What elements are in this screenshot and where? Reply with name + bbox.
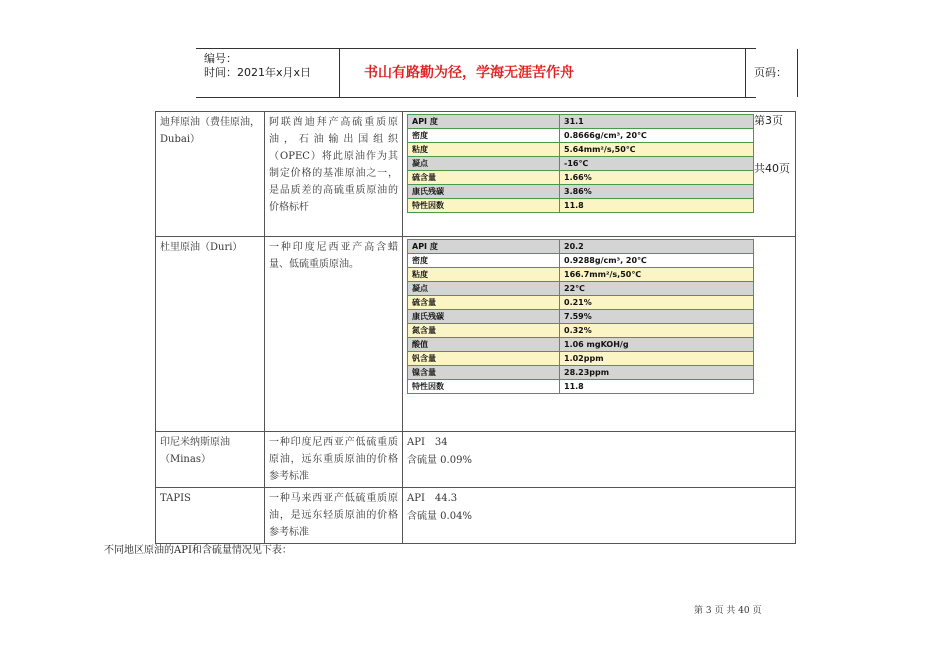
property-value: 1.66% <box>560 171 754 185</box>
crude-properties <box>403 432 796 488</box>
property-row <box>408 338 754 352</box>
header-motto: 书山有路勤为径，学海无涯苦作舟 <box>364 65 574 81</box>
crude-properties <box>403 112 796 237</box>
property-key: 密度 <box>408 129 560 143</box>
page-footer: 第 3 页 共 40 页 <box>694 606 762 616</box>
property-value: 5.64mm²/s,50℃ <box>560 143 754 157</box>
property-key: 酸值 <box>408 338 560 352</box>
table-row <box>156 112 796 237</box>
property-value: 0.9288g/cm³, 20℃ <box>560 254 754 268</box>
property-row <box>408 282 754 296</box>
property-key: 硫含量 <box>408 296 560 310</box>
property-key: 康氏残碳 <box>408 310 560 324</box>
table-row <box>156 488 796 544</box>
property-value: 20.2 <box>560 240 754 254</box>
property-value: 11.8 <box>560 199 754 213</box>
property-value: 31.1 <box>560 115 754 129</box>
property-value: 3.86% <box>560 185 754 199</box>
property-row <box>408 171 754 185</box>
property-line: 含硫量 0.04% <box>407 511 472 522</box>
crude-properties <box>403 488 796 544</box>
property-row <box>408 296 754 310</box>
property-value: 0.8666g/cm³, 20℃ <box>560 129 754 143</box>
property-value: 166.7mm²/s,50℃ <box>560 268 754 282</box>
property-key: 凝点 <box>408 157 560 171</box>
property-key: 镍含量 <box>408 366 560 380</box>
crude-oil-table <box>155 111 796 544</box>
property-row <box>408 129 754 143</box>
property-value: 22℃ <box>560 282 754 296</box>
property-key: 特性因数 <box>408 380 560 394</box>
property-key: API 度 <box>408 115 560 129</box>
property-row <box>408 240 754 254</box>
table-row <box>156 237 796 432</box>
header-divider <box>745 49 746 97</box>
property-value: 1.06 mgKOH/g <box>560 338 754 352</box>
crude-name: 印尼米纳斯原油（Minas） <box>156 432 265 488</box>
property-row <box>408 185 754 199</box>
crude-description: 一种印度尼西亚产低硫重质原油，远东重质原油的价格参考标准 <box>265 432 403 488</box>
property-value: 1.02ppm <box>560 352 754 366</box>
property-grid <box>407 114 754 213</box>
property-value: -16℃ <box>560 157 754 171</box>
property-key: 硫含量 <box>408 171 560 185</box>
crude-name: 杜里原油（Duri） <box>156 237 265 432</box>
property-line: API 34 <box>407 437 448 448</box>
crude-name: 迪拜原油（费佳原油，Dubai） <box>156 112 265 237</box>
property-line: API 44.3 <box>407 493 458 504</box>
crude-name: TAPIS <box>156 488 265 544</box>
property-value: 7.59% <box>560 310 754 324</box>
property-value: 28.23ppm <box>560 366 754 380</box>
property-row <box>408 310 754 324</box>
property-row <box>408 199 754 213</box>
table-intro-note: 不同地区原油的API和含硫量情况见下表： <box>104 545 292 556</box>
property-key: 特性因数 <box>408 199 560 213</box>
property-key: 凝点 <box>408 282 560 296</box>
property-row <box>408 268 754 282</box>
time-label: 时间：2021年x月x日 <box>204 66 312 79</box>
crude-description: 阿联酋迪拜产高硫重质原油，石油输出国组织（OPEC）将此原油作为其制定价格的基准原油之一，是品质差的高硫重质原油的价格标杆 <box>265 112 403 237</box>
header-meta <box>196 49 338 97</box>
number-label: 编号： <box>204 52 237 65</box>
property-value: 0.32% <box>560 324 754 338</box>
property-key: API 度 <box>408 240 560 254</box>
property-row <box>408 157 754 171</box>
property-key: 粘度 <box>408 268 560 282</box>
property-row <box>408 115 754 129</box>
crude-properties <box>403 237 796 432</box>
property-key: 密度 <box>408 254 560 268</box>
property-row <box>408 352 754 366</box>
crude-description: 一种印度尼西亚产高含蜡量、低硫重质原油。 <box>265 237 403 432</box>
property-row <box>408 324 754 338</box>
property-row <box>408 366 754 380</box>
property-key: 氮含量 <box>408 324 560 338</box>
table-row <box>156 432 796 488</box>
header-page-label: 页码：第3页 共40页 <box>754 66 790 175</box>
crude-description: 一种马来西亚产低硫重质原油，是远东轻质原油的价格参考标准 <box>265 488 403 544</box>
property-row <box>408 143 754 157</box>
property-grid <box>407 239 754 394</box>
property-value: 0.21% <box>560 296 754 310</box>
property-key: 钒含量 <box>408 352 560 366</box>
property-key: 康氏残碳 <box>408 185 560 199</box>
property-row <box>408 254 754 268</box>
property-key: 粘度 <box>408 143 560 157</box>
property-line: 含硫量 0.09% <box>407 455 472 466</box>
property-row <box>408 380 754 394</box>
property-value: 11.8 <box>560 380 754 394</box>
